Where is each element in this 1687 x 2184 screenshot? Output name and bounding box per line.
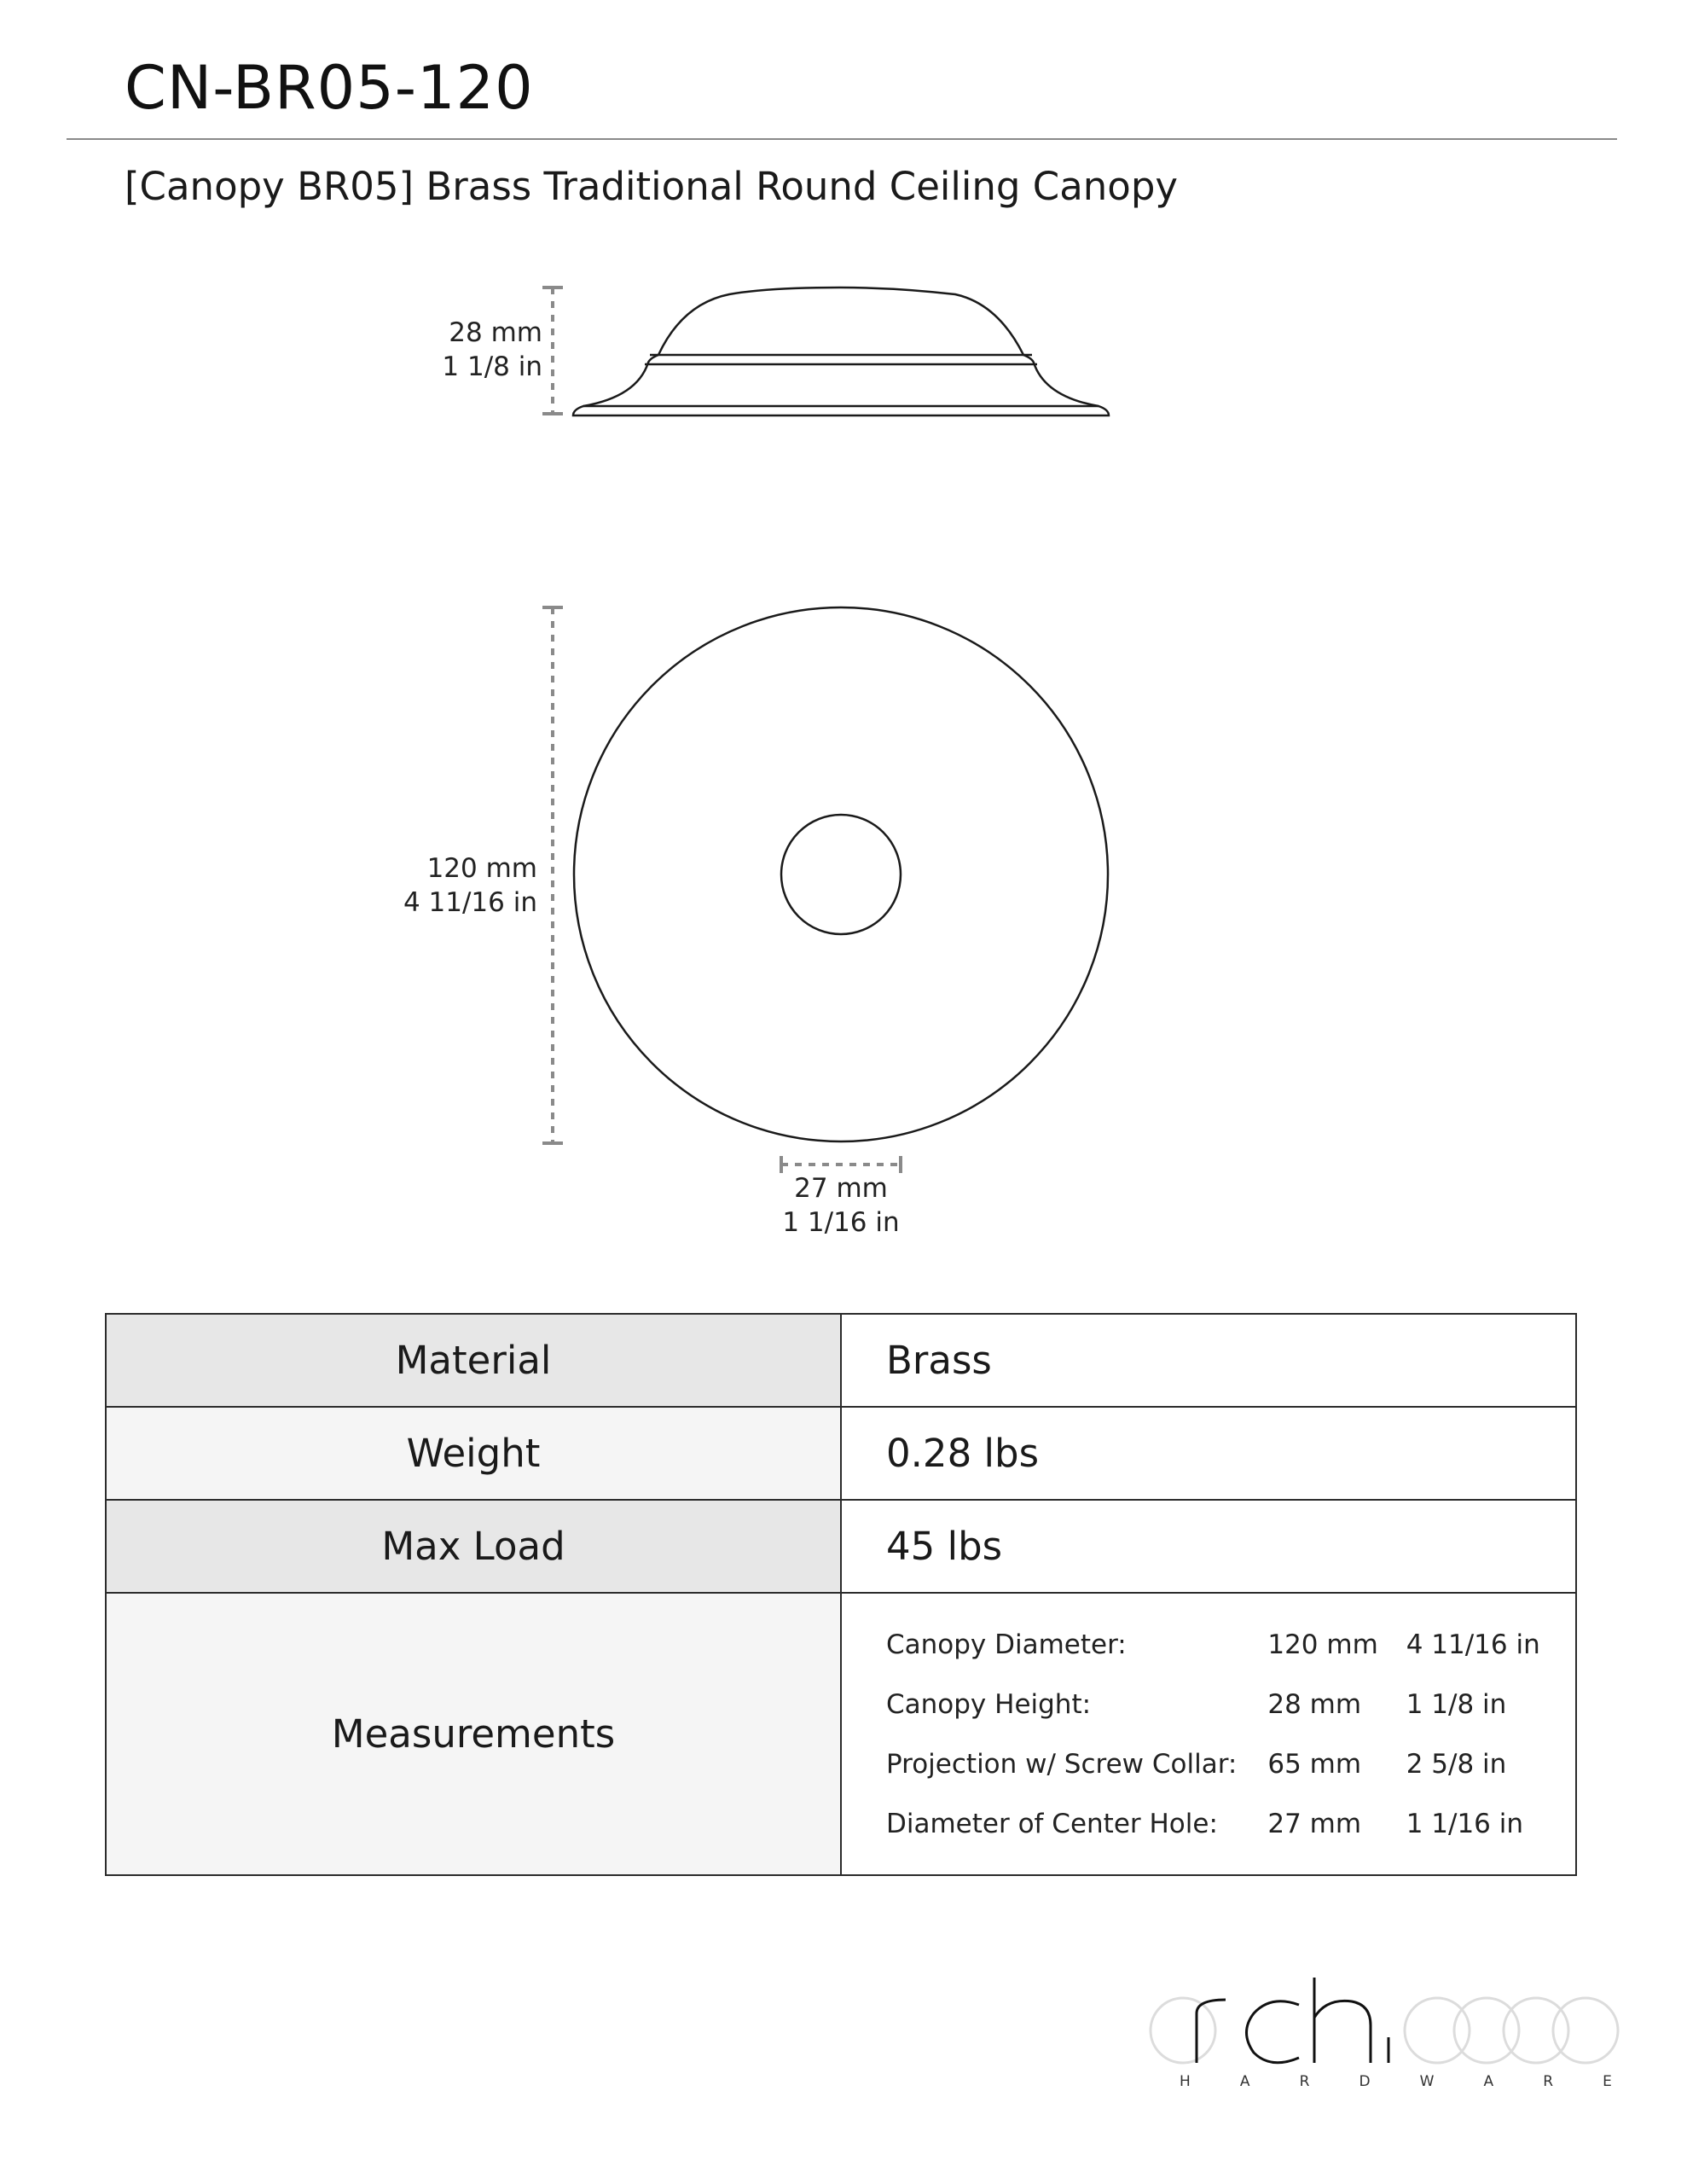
arch-logo-mark bbox=[1147, 1971, 1620, 2069]
measurement-label: Diameter of Center Hole: bbox=[886, 1808, 1218, 1839]
product-subtitle: [Canopy BR05] Brass Traditional Round Ceiling Canopy bbox=[125, 164, 1179, 209]
measurement-row bbox=[886, 1615, 1575, 1675]
measurements-cell bbox=[841, 1593, 1576, 1875]
logo-letter: A bbox=[1239, 2073, 1250, 2090]
measurement-label: Projection w/ Screw Collar: bbox=[886, 1748, 1238, 1780]
hole-dimension-in: 1 1/16 in bbox=[782, 1207, 900, 1238]
measurement-label: Canopy Diameter: bbox=[886, 1629, 1127, 1660]
diameter-dimension-line bbox=[542, 607, 563, 1143]
spec-label: Weight bbox=[106, 1407, 841, 1500]
measurement-row bbox=[886, 1734, 1575, 1794]
height-dimension-label bbox=[401, 316, 542, 384]
diameter-dimension-label bbox=[392, 851, 537, 920]
spec-label: Max Load bbox=[106, 1500, 841, 1593]
spec-row-measurements bbox=[106, 1593, 1576, 1875]
product-code: CN-BR05-120 bbox=[125, 53, 534, 123]
spec-row-max-load bbox=[106, 1500, 1576, 1593]
logo-letter: H bbox=[1180, 2073, 1191, 2090]
height-dimension-line bbox=[542, 288, 563, 414]
measurement-in: 1 1/8 in bbox=[1406, 1688, 1507, 1720]
logo-letter: D bbox=[1359, 2073, 1371, 2090]
hole-dimension-mm: 27 mm bbox=[794, 1173, 888, 1204]
arch-hardware-logo bbox=[1147, 1971, 1620, 2099]
hole-dimension-label bbox=[756, 1171, 926, 1240]
measurement-label: Canopy Height: bbox=[886, 1688, 1092, 1720]
measurement-in: 4 11/16 in bbox=[1406, 1629, 1540, 1660]
measurement-row bbox=[886, 1675, 1575, 1734]
spec-label: Material bbox=[106, 1314, 841, 1407]
measurement-in: 1 1/16 in bbox=[1406, 1808, 1524, 1839]
canopy-outer-circle bbox=[574, 607, 1108, 1141]
measurement-row bbox=[886, 1794, 1575, 1854]
spec-value: 0.28 lbs bbox=[841, 1407, 1576, 1500]
top-view-drawing bbox=[574, 607, 1108, 1141]
diameter-dimension-in: 4 11/16 in bbox=[403, 887, 537, 918]
measurement-mm: 120 mm bbox=[1267, 1629, 1378, 1660]
spec-label: Measurements bbox=[106, 1593, 841, 1875]
logo-letter: R bbox=[1299, 2073, 1310, 2090]
spec-value: 45 lbs bbox=[841, 1500, 1576, 1593]
diameter-dimension-mm: 120 mm bbox=[426, 853, 537, 884]
side-profile-drawing bbox=[573, 288, 1109, 415]
spec-row-material bbox=[106, 1314, 1576, 1407]
logo-letter: E bbox=[1603, 2073, 1612, 2090]
spec-value: Brass bbox=[841, 1314, 1576, 1407]
measurement-mm: 65 mm bbox=[1267, 1748, 1362, 1780]
center-hole-circle bbox=[781, 815, 901, 934]
logo-letter: R bbox=[1543, 2073, 1554, 2090]
logo-letter: A bbox=[1483, 2073, 1494, 2090]
specs-table bbox=[105, 1313, 1577, 1876]
spec-row-weight bbox=[106, 1407, 1576, 1500]
measurement-mm: 28 mm bbox=[1267, 1688, 1362, 1720]
height-dimension-in: 1 1/8 in bbox=[442, 351, 542, 382]
hole-dimension-line bbox=[781, 1156, 901, 1173]
measurement-mm: 27 mm bbox=[1267, 1808, 1362, 1839]
measurements-list bbox=[886, 1615, 1575, 1854]
logo-subtext bbox=[1147, 2073, 1620, 2090]
canopy-profile-outline bbox=[573, 288, 1109, 415]
height-dimension-mm: 28 mm bbox=[449, 317, 542, 348]
logo-letter: W bbox=[1419, 2073, 1435, 2090]
measurement-in: 2 5/8 in bbox=[1406, 1748, 1507, 1780]
